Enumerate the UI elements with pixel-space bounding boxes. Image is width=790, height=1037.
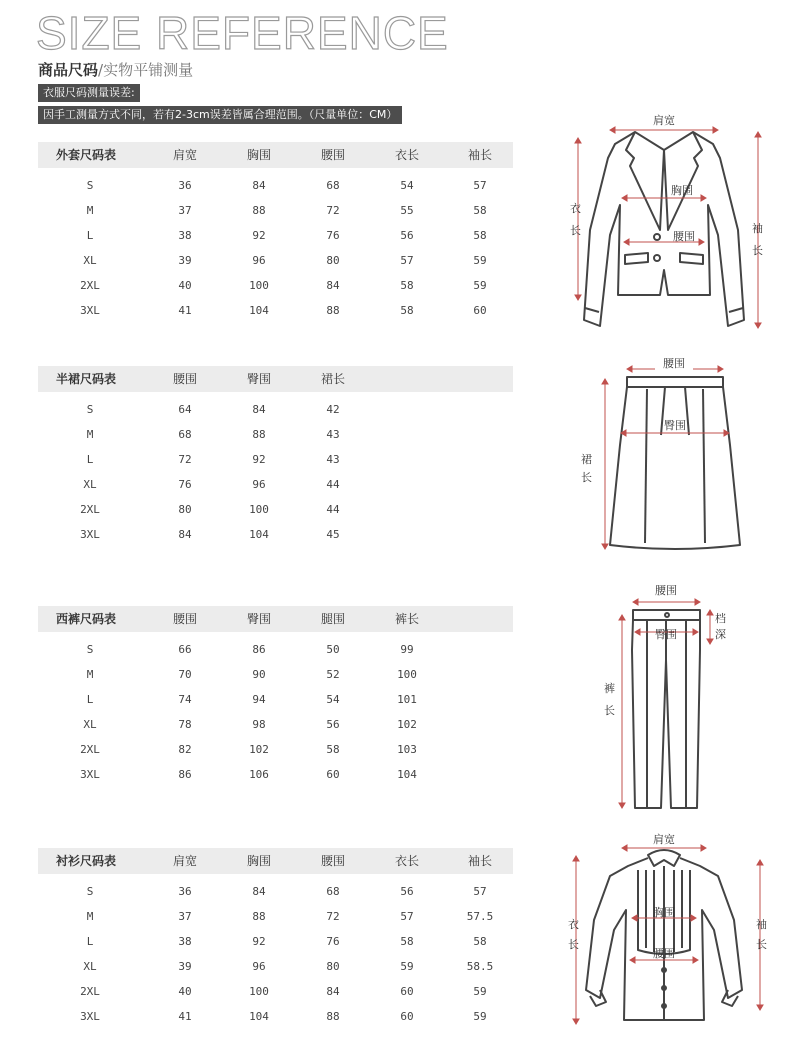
skirt-label-hip: 臀围 [664,419,686,432]
page-subtitle [38,59,193,80]
table-cell: 60 [473,304,487,317]
skirt-label-length-a: 裙 [581,453,592,466]
shirt-label-waist: 腰围 [653,947,675,960]
table-cell: 58 [473,935,487,948]
size-label: XL [83,254,97,267]
size-label: XL [83,718,97,731]
column-header: 袖长 [467,854,492,868]
table-row [38,637,513,662]
table-cell: 104 [249,1010,269,1023]
column-header: 腰围 [172,372,197,386]
table-cell: 88 [252,428,266,441]
size-label: 3XL [80,528,100,541]
table-cell: 84 [178,528,192,541]
table-cell: 59 [473,254,487,267]
table-cell: 104 [397,768,417,781]
size-label: 3XL [80,768,100,781]
table-cell: 36 [178,179,192,192]
jacket-label-waist: 腰围 [673,230,695,243]
shirt-label-length-b: 长 [568,938,579,951]
table-row [38,979,513,1004]
table-cell: 45 [326,528,340,541]
table-cell: 43 [326,428,340,441]
table-cell: 90 [252,668,266,681]
table-cell: 36 [178,885,192,898]
table-cell: 55 [400,204,414,217]
shirt-diagram [560,830,775,1030]
jacket-label-chest: 胸围 [671,184,693,197]
column-header: 衣长 [394,854,419,868]
table-row [38,904,513,929]
table-cell: 88 [252,204,266,217]
jacket-label-length-b: 长 [570,224,581,237]
column-header: 裤长 [394,612,419,626]
table-row [38,1004,513,1029]
table-row [38,173,513,198]
column-header: 胸围 [246,854,271,868]
column-header: 裙长 [320,372,345,386]
table-cell: 78 [178,718,192,731]
size-label: 2XL [80,503,100,516]
table-cell: 57 [473,885,487,898]
size-table [38,848,513,1029]
table-cell: 39 [178,254,192,267]
table-cell: 37 [178,910,192,923]
column-header: 腿围 [320,612,345,626]
measurement-note-title: 衣服尺码测量误差: [38,84,140,102]
pants-label-waist: 腰围 [655,584,677,597]
table-cell: 59 [400,960,414,973]
table-cell: 102 [397,718,417,731]
table-row [38,497,513,522]
skirt-label-waist: 腰围 [663,357,685,370]
table-row [38,737,513,762]
jacket-label-shoulder: 肩宽 [653,114,675,127]
size-label: XL [83,478,97,491]
table-row [38,879,513,904]
size-label: M [86,910,94,923]
shirt-label-length-a: 衣 [568,918,579,931]
table-cell: 76 [326,935,340,948]
subtitle-main: 商品尺码 [38,61,99,79]
column-header: 肩宽 [172,148,197,162]
table-cell: 58 [400,279,414,292]
table-cell: 56 [326,718,340,731]
table-cell: 101 [397,693,417,706]
table-cell: 59 [473,279,487,292]
table-row [38,248,513,273]
table-cell: 96 [252,960,266,973]
table-cell: 103 [397,743,417,756]
jacket-label-length-a: 衣 [570,202,581,215]
table-cell: 86 [252,643,266,656]
table-cell: 88 [326,1010,340,1023]
shirt-label-sleeve-b: 长 [756,938,767,951]
table-cell: 37 [178,204,192,217]
table-row [38,954,513,979]
table-cell: 44 [326,503,340,516]
column-header: 腰围 [320,148,345,162]
size-label: M [86,668,94,681]
table-cell: 56 [400,229,414,242]
table-cell: 60 [400,1010,414,1023]
table-cell: 100 [249,279,269,292]
table-cell: 72 [326,204,340,217]
table-cell: 80 [326,960,340,973]
page-title: SIZE REFERENCE [36,7,449,59]
table-header [38,606,513,632]
jacket-diagram [560,110,775,335]
table-cell: 104 [249,528,269,541]
size-label: XL [83,960,97,973]
table-cell: 58 [400,304,414,317]
size-label: S [86,179,94,192]
column-header: 肩宽 [172,854,197,868]
jacket-label-sleeve-b: 长 [752,244,763,257]
table-cell: 68 [326,179,340,192]
table-cell: 72 [178,453,192,466]
table-cell: 80 [326,254,340,267]
table-row [38,662,513,687]
table-cell: 68 [326,885,340,898]
pants-label-length-a: 裤 [604,682,615,695]
table-cell: 84 [252,179,266,192]
table-row [38,198,513,223]
table-cell: 84 [326,279,340,292]
table-cell: 94 [252,693,266,706]
table-cell: 76 [178,478,192,491]
table-cell: 42 [326,403,340,416]
table-cell: 80 [178,503,192,516]
table-cell: 72 [326,910,340,923]
table-cell: 40 [178,985,192,998]
column-header: 腰围 [172,612,197,626]
table-cell: 41 [178,1010,192,1023]
jacket-label-sleeve-a: 袖 [752,222,763,235]
table-row [38,223,513,248]
table-cell: 57 [400,910,414,923]
table-row [38,762,513,787]
table-cell: 39 [178,960,192,973]
skirt-label-length-b: 长 [581,471,592,484]
table-row [38,447,513,472]
pants-label-length-b: 长 [604,704,615,717]
table-cell: 58 [400,935,414,948]
size-label: M [86,428,94,441]
table-title: 衬衫尺码表 [56,854,117,868]
table-title: 外套尺码表 [56,148,117,162]
size-table [38,606,513,787]
size-label: M [86,204,94,217]
size-label: S [86,403,94,416]
table-cell: 43 [326,453,340,466]
table-cell: 68 [178,428,192,441]
table-cell: 56 [400,885,414,898]
table-cell: 104 [249,304,269,317]
table-cell: 99 [400,643,414,656]
table-cell: 54 [326,693,340,706]
size-label: S [86,885,94,898]
table-cell: 57 [400,254,414,267]
size-label: 3XL [80,1010,100,1023]
table-row [38,273,513,298]
table-cell: 98 [252,718,266,731]
pants-diagram [600,580,740,815]
size-label: 2XL [80,743,100,756]
table-cell: 100 [249,503,269,516]
table-row [38,522,513,547]
table-header [38,848,513,874]
column-header: 衣长 [394,148,419,162]
table-row [38,422,513,447]
table-cell: 44 [326,478,340,491]
table-title: 西裤尺码表 [56,612,117,626]
table-cell: 100 [249,985,269,998]
size-label: L [86,935,94,948]
table-row [38,712,513,737]
table-row [38,472,513,497]
table-cell: 92 [252,935,266,948]
table-cell: 58.5 [466,960,494,973]
table-cell: 52 [326,668,340,681]
table-cell: 70 [178,668,192,681]
size-label: 3XL [80,304,100,317]
table-cell: 100 [397,668,417,681]
table-cell: 66 [178,643,192,656]
shirt-label-chest: 胸围 [653,906,675,919]
measurement-note-body: 因手工测量方式不同，若有2-3cm误差皆属合理范围。（尺量单位：CM） [38,106,402,124]
table-cell: 88 [326,304,340,317]
table-row [38,397,513,422]
table-cell: 40 [178,279,192,292]
table-cell: 60 [326,768,340,781]
table-header [38,366,513,392]
table-cell: 41 [178,304,192,317]
table-cell: 82 [178,743,192,756]
column-header: 臀围 [246,612,271,626]
table-cell: 58 [326,743,340,756]
table-cell: 59 [473,1010,487,1023]
shirt-label-sleeve-a: 袖 [756,918,767,931]
table-cell: 88 [252,910,266,923]
table-cell: 64 [178,403,192,416]
skirt-diagram [575,355,745,555]
pants-label-rise-a: 档 [715,612,726,625]
table-cell: 106 [249,768,269,781]
size-label: L [86,693,94,706]
size-label: L [86,453,94,466]
table-cell: 86 [178,768,192,781]
size-label: 2XL [80,985,100,998]
table-cell: 92 [252,229,266,242]
size-label: L [86,229,94,242]
table-cell: 38 [178,935,192,948]
table-row [38,687,513,712]
table-cell: 84 [252,885,266,898]
table-cell: 58 [473,229,487,242]
column-header: 袖长 [467,148,492,162]
table-cell: 60 [400,985,414,998]
table-cell: 38 [178,229,192,242]
pants-label-rise-b: 深 [715,628,726,641]
table-cell: 96 [252,254,266,267]
table-cell: 74 [178,693,192,706]
table-cell: 50 [326,643,340,656]
table-cell: 76 [326,229,340,242]
table-cell: 92 [252,453,266,466]
size-table [38,142,513,323]
table-cell: 59 [473,985,487,998]
table-cell: 57 [473,179,487,192]
table-row [38,298,513,323]
column-header: 腰围 [320,854,345,868]
table-cell: 96 [252,478,266,491]
size-label: S [86,643,94,656]
size-label: 2XL [80,279,100,292]
table-cell: 84 [326,985,340,998]
table-header [38,142,513,168]
size-table [38,366,513,547]
table-cell: 58 [473,204,487,217]
table-cell: 102 [249,743,269,756]
shirt-label-shoulder: 肩宽 [653,833,675,846]
table-row [38,929,513,954]
table-cell: 84 [252,403,266,416]
table-title: 半裙尺码表 [56,372,117,386]
column-header: 臀围 [246,372,271,386]
table-cell: 54 [400,179,414,192]
pants-label-hip: 臀围 [655,628,677,641]
table-cell: 57.5 [466,910,494,923]
column-header: 胸围 [246,148,271,162]
subtitle-secondary: /实物平铺测量 [98,61,194,79]
